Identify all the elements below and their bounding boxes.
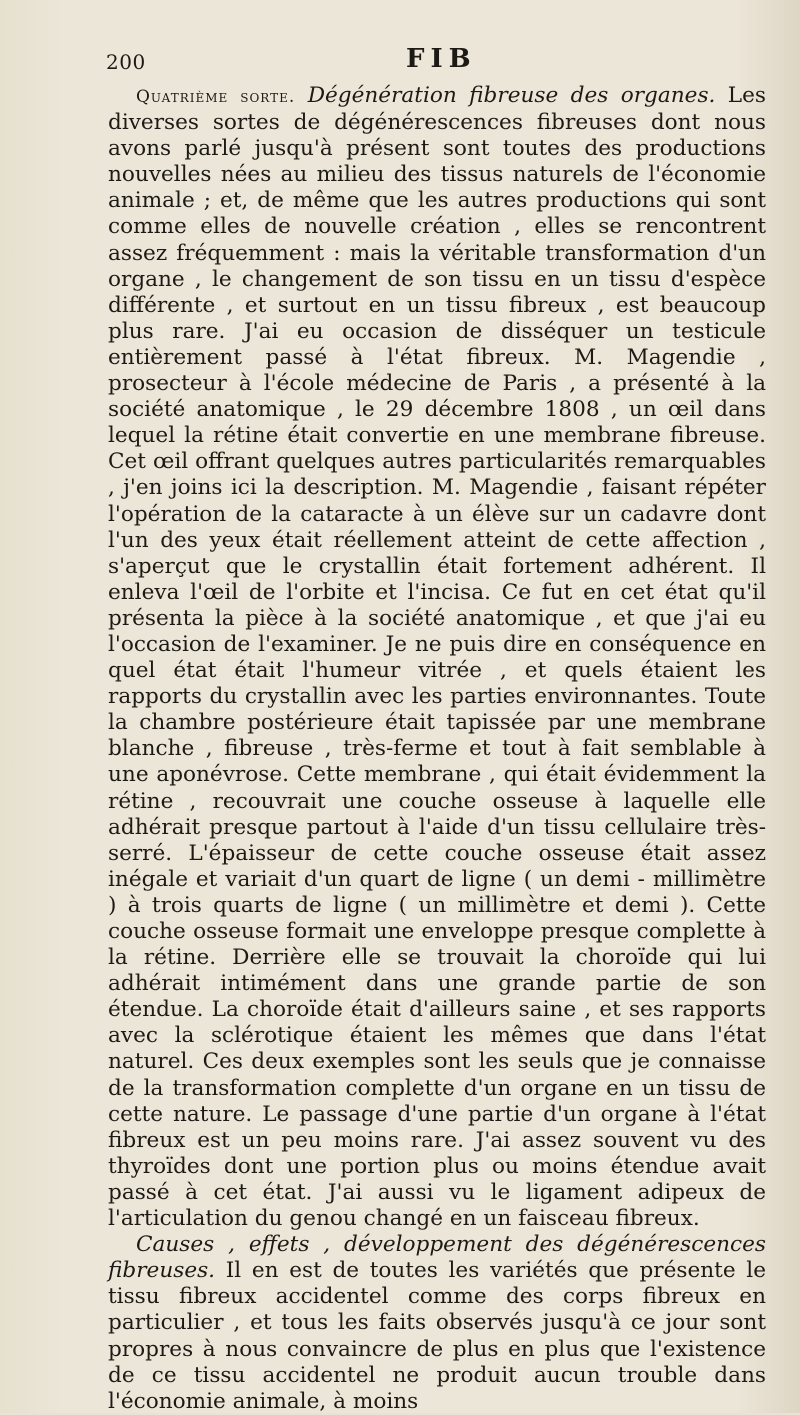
- page-header: [106, 44, 766, 80]
- section-label: Quatrième sorte.: [136, 87, 296, 107]
- running-head: FIB: [406, 44, 477, 74]
- body-text: [108, 83, 766, 1415]
- section-title: Causes , effets , développement des dégénérescences fibreuses.: [108, 1232, 766, 1284]
- paragraph-causes-effets: [108, 1232, 766, 1415]
- paragraph-degeneration-fibreuse: [108, 83, 766, 1232]
- paragraph-text: Il en est de toutes les variétés que présente le tissu fibreux accidentel comme des corps fibreux en particulier , et tous les faits observés jusqu'à ce jour sont propres à nous convaincre de plus en plus que l'existence de ce tissu accidentel ne produit aucun trouble dans l'économie animale, à moins: [108, 1258, 766, 1414]
- section-title: Dégénération fibreuse des organes.: [307, 83, 716, 108]
- paragraph-text: Les diverses sortes de dégénérescences fibreuses dont nous avons parlé jusqu'à présent sont toutes des productions nouvelles nées au milieu des tissus naturels de l'économie animale ; et, de même que les autres productions qui sont comme elles de nouvelle création , elles se rencontrent assez fréquemment : mais la véritable transformation d'un organe , le changement de son tissu en un tissu d'espèce différente , et surtout en un tissu fibreux , est beaucoup plus rare. J'ai eu occasion de disséquer un testicule entièrement passé à l'état fibreux. M. Magendie , prosecteur à l'école médecine de Paris , a présenté à la société anatomique , le 29 décembre 1808 , un œil dans lequel la rétine était convertie en une membrane fibreuse. Cet œil offrant quelques autres particularités remarquables , j'en joins ici la description. M. Magendie , faisant répéter l'opération de la cataracte à un élève sur un cadavre dont l'un des yeux était réellement atteint de cette affection , s'aperçut que le crystallin était fortement adhérent. Il enleva l'œil de l'orbite et l'incisa. Ce fut en cet état qu'il présenta la pièce à la société anatomique , et que j'ai eu l'occasion de l'examiner. Je ne puis dire en conséquence en quel état était l'humeur vitrée , et quels étaient les rapports du crystallin avec les parties environnantes. Toute la chambre postérieure était tapissée par une membrane blanche , fibreuse , très-ferme et tout à fait semblable à une aponévrose. Cette membrane , qui était évidemment la rétine , recouvrait une couche osseuse à laquelle elle adhérait presque partout à l'aide d'un tissu cellulaire très-serré. L'épaisseur de cette couche osseuse était assez inégale et variait d'un quart de ligne ( un demi - millimètre ) à trois quarts de ligne ( un millimètre et demi ). Cette couche osseuse formait une enveloppe presque complette à la rétine. Derrière elle se trouvait la choroïde qui lui adhérait intimément dans une grande partie de son étendue. La choroïde était d'ailleurs saine , et ses rapports avec la sclérotique étaient les mêmes que dans l'état naturel. Ces deux exemples sont les seuls que je connaisse de la transformation complette d'un organe en un tissu de cette nature. Le passage d'une partie d'un organe à l'état fibreux est un peu moins rare. J'ai assez souvent vu des thyroïdes dont une portion plus ou moins étendue avait passé à cet état. J'ai aussi vu le ligament adipeux de l'articulation du genou changé en un faisceau fibreux.: [108, 83, 766, 1232]
- page-number: 200: [106, 50, 146, 74]
